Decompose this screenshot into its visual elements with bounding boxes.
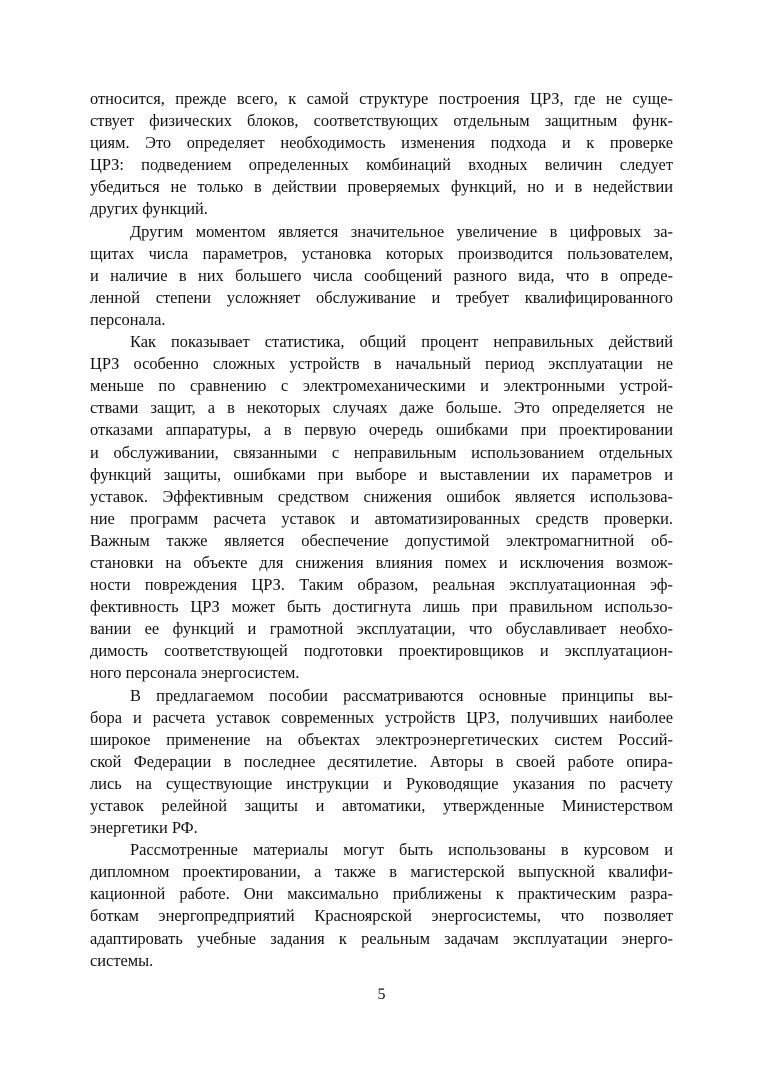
text-line: Важным также является обеспечение допустимой электромагнитной об- <box>90 530 673 550</box>
text-line: ние программ расчета уставок и автоматизированных средств проверки. <box>90 508 673 528</box>
text-line: уставок. Эффективным средством снижения ошибок является использова- <box>90 486 673 506</box>
text-line: уставок релейной защиты и автоматики, утвержденные Министерством <box>90 796 673 815</box>
text-line: Рассмотренные материалы могут быть использованы в курсовом и <box>130 840 673 860</box>
text-line: ЦРЗ особенно сложных устройств в начальный период эксплуатации не <box>90 354 673 374</box>
text-line: ленной степени усложняет обслуживание и требует квалифицированного <box>90 287 673 307</box>
text-line: димость соответствующей подготовки проектировщиков и эксплуатацион- <box>90 641 673 661</box>
text-line: и наличие в них большего числа сообщений разного вида, что в опреде- <box>90 265 673 285</box>
paragraph <box>90 685 673 840</box>
text-line: ствует физических блоков, соответствующих отдельным защитным функ- <box>90 111 673 131</box>
text-line: становки на объекте для снижения влияния помех и исключения возмож- <box>90 552 673 572</box>
text-line: В предлагаемом пособии рассматриваются основные принципы вы- <box>130 685 673 705</box>
text-line: широкое применение на объектах электроэнергетических систем Россий- <box>90 729 673 749</box>
text-line: ствами защит, а в некоторых случаях даже больше. Это определяется не <box>90 398 673 418</box>
text-line: меньше по сравнению с электромеханическими и электронными устрой- <box>90 376 673 396</box>
page-number: 5 <box>377 986 386 1003</box>
paragraph <box>90 331 673 685</box>
text-line: и обслуживании, связанными с неправильным использованием отдельных <box>90 442 673 462</box>
text-line: функций защиты, ошибками при выборе и выставлении их параметров и <box>90 464 673 484</box>
text-line: боткам энергопредприятий Красноярской энергосистемы, что позволяет <box>90 906 673 926</box>
text-line: отказами аппаратуры, а в первую очередь ошибками при проектировании <box>90 420 673 440</box>
text-line: ЦРЗ: подведением определенных комбинаций входных величин следует <box>90 155 673 175</box>
paragraph <box>90 839 673 972</box>
text-line: системы. <box>90 950 154 970</box>
text-line: дипломном проектировании, а также в магистерской выпускной квалифи- <box>90 862 673 882</box>
text-line: фективность ЦРЗ может быть достигнута лишь при правильном использо- <box>90 597 673 617</box>
text-line: ской Федерации в последнее десятилетие. Авторы в своей работе опира- <box>90 751 673 771</box>
paragraph <box>90 88 673 221</box>
text-line: кационной работе. Они максимально приближены к практическим разра- <box>90 884 673 904</box>
text-line: убедиться не только в действии проверяемых функций, но и в недействии <box>90 177 673 197</box>
text-line: вании ее функций и грамотной эксплуатации, что обуславливает необхо- <box>90 619 673 639</box>
text-line: Другим моментом является значительное увеличение в цифровых за- <box>130 221 673 241</box>
paragraph <box>90 221 673 331</box>
page-body <box>90 88 673 972</box>
text-line: ности повреждения ЦРЗ. Таким образом, реальная эксплуатационная эф- <box>90 575 673 595</box>
text-line: относится, прежде всего, к самой структуре построения ЦРЗ, где не суще- <box>90 89 673 108</box>
text-line: лись на существующие инструкции и Руководящие указания по расчету <box>90 773 673 793</box>
text-line: щитах числа параметров, установка которых производится пользователем, <box>90 243 673 263</box>
text-line: циям. Это определяет необходимость изменения подхода и к проверке <box>90 133 673 153</box>
text-line: Как показывает статистика, общий процент неправильных действий <box>130 332 673 352</box>
text-line: персонала. <box>90 309 166 329</box>
text-line: ного персонала энергосистем. <box>90 663 300 683</box>
text-line: адаптировать учебные задания к реальным задачам эксплуатации энерго- <box>90 928 673 948</box>
text-line: других функций. <box>90 199 208 219</box>
text-line: бора и расчета уставок современных устройств ЦРЗ, получивших наиболее <box>90 707 673 727</box>
text-line: энергетики РФ. <box>90 818 198 838</box>
